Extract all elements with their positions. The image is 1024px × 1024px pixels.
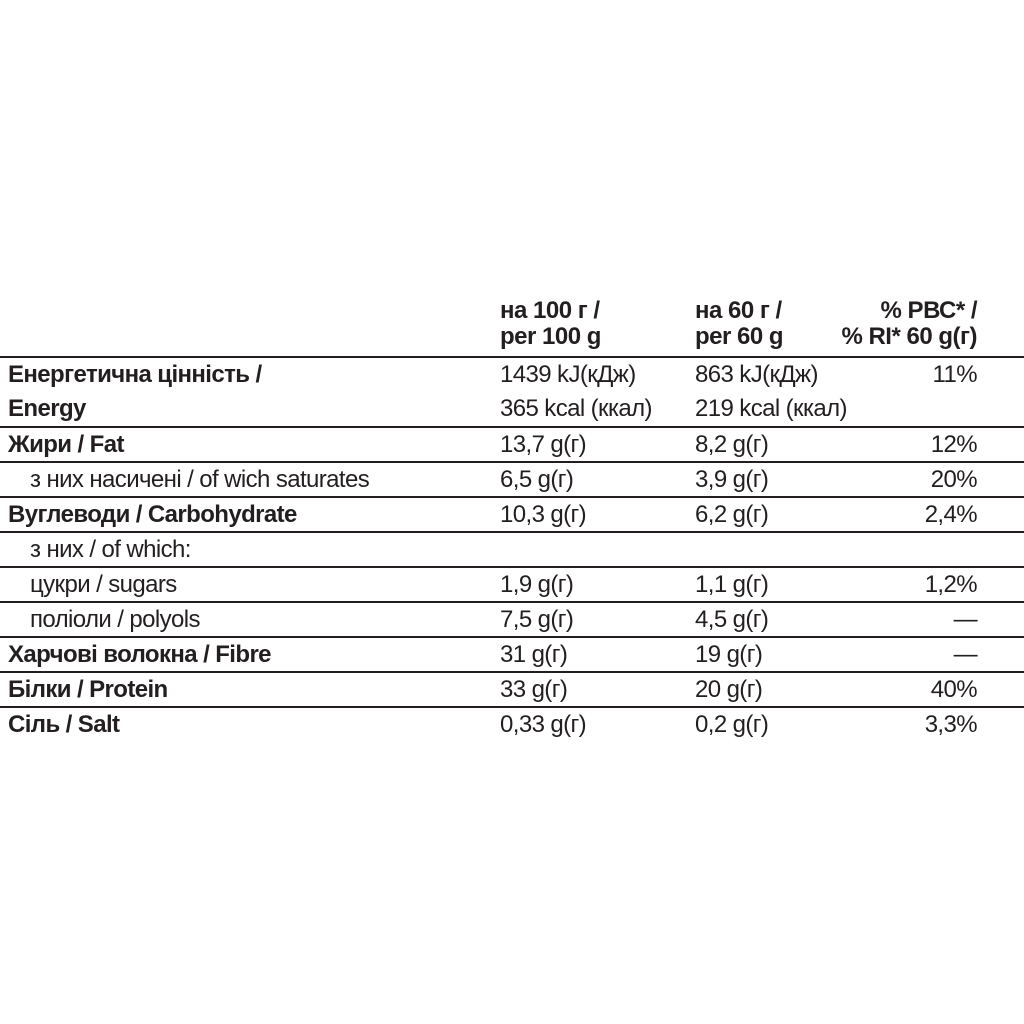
row-label: з них / of which: xyxy=(30,536,191,563)
row-sugars xyxy=(0,568,1024,603)
value-per-60g: 0,2 g(г) xyxy=(695,711,769,738)
row-energy xyxy=(0,358,1024,428)
header-reference-intake: % РВС* / % RI* 60 g(г) xyxy=(841,297,977,350)
row-label: Сіль / Salt xyxy=(8,711,120,738)
row-salt xyxy=(0,708,1024,741)
row-label: Енергетична цінність / Energy xyxy=(8,361,262,422)
value-per-100g: 33 g(г) xyxy=(500,676,568,703)
value-ri: 11% xyxy=(932,361,977,388)
row-label: Білки / Protein xyxy=(8,676,168,703)
value-ri: 40% xyxy=(930,676,977,703)
row-of-which xyxy=(0,533,1024,568)
row-fat xyxy=(0,428,1024,463)
header-per-60g: на 60 г / per 60 g xyxy=(695,297,784,350)
row-label: поліоли / polyols xyxy=(30,606,200,633)
value-per-60g: 4,5 g(г) xyxy=(695,606,769,633)
value-ri: 20% xyxy=(930,466,977,493)
value-ri: 3,3% xyxy=(924,711,977,738)
value-per-60g: 6,2 g(г) xyxy=(695,501,769,528)
row-label: Вуглеводи / Carbohydrate xyxy=(8,501,297,528)
value-per-100g: 6,5 g(г) xyxy=(500,466,574,493)
value-per-100g: 7,5 g(г) xyxy=(500,606,574,633)
value-per-100g: 1,9 g(г) xyxy=(500,571,574,598)
value-ri: 1,2% xyxy=(924,571,977,598)
value-per-60g: 20 g(г) xyxy=(695,676,763,703)
row-polyols xyxy=(0,603,1024,638)
value-per-100g: 31 g(г) xyxy=(500,641,568,668)
row-protein xyxy=(0,673,1024,708)
value-per-60g: 19 g(г) xyxy=(695,641,763,668)
row-label: Харчові волокна / Fibre xyxy=(8,641,271,668)
value-per-60g: 863 kJ(кДж) 219 kcal (ккал) xyxy=(695,361,847,422)
value-per-100g: 0,33 g(г) xyxy=(500,711,587,738)
value-ri: 12% xyxy=(930,431,977,458)
value-ri: — xyxy=(953,641,977,668)
value-ri: — xyxy=(953,606,977,633)
row-carbohydrate xyxy=(0,498,1024,533)
value-per-100g: 13,7 g(г) xyxy=(500,431,587,458)
nutrition-table xyxy=(0,298,1024,741)
value-ri: 2,4% xyxy=(924,501,977,528)
value-per-60g: 1,1 g(г) xyxy=(695,571,769,598)
row-saturates xyxy=(0,463,1024,498)
value-per-60g: 8,2 g(г) xyxy=(695,431,769,458)
table-header xyxy=(0,298,1024,358)
row-label: з них насичені / of wich saturates xyxy=(30,466,370,493)
value-per-60g: 3,9 g(г) xyxy=(695,466,769,493)
row-label: Жири / Fat xyxy=(8,431,124,458)
row-label: цукри / sugars xyxy=(30,571,177,598)
row-fibre xyxy=(0,638,1024,673)
value-per-100g: 10,3 g(г) xyxy=(500,501,587,528)
header-per-100g: на 100 г / per 100 g xyxy=(500,297,601,350)
value-per-100g: 1439 kJ(кДж) 365 kcal (ккал) xyxy=(500,361,652,422)
